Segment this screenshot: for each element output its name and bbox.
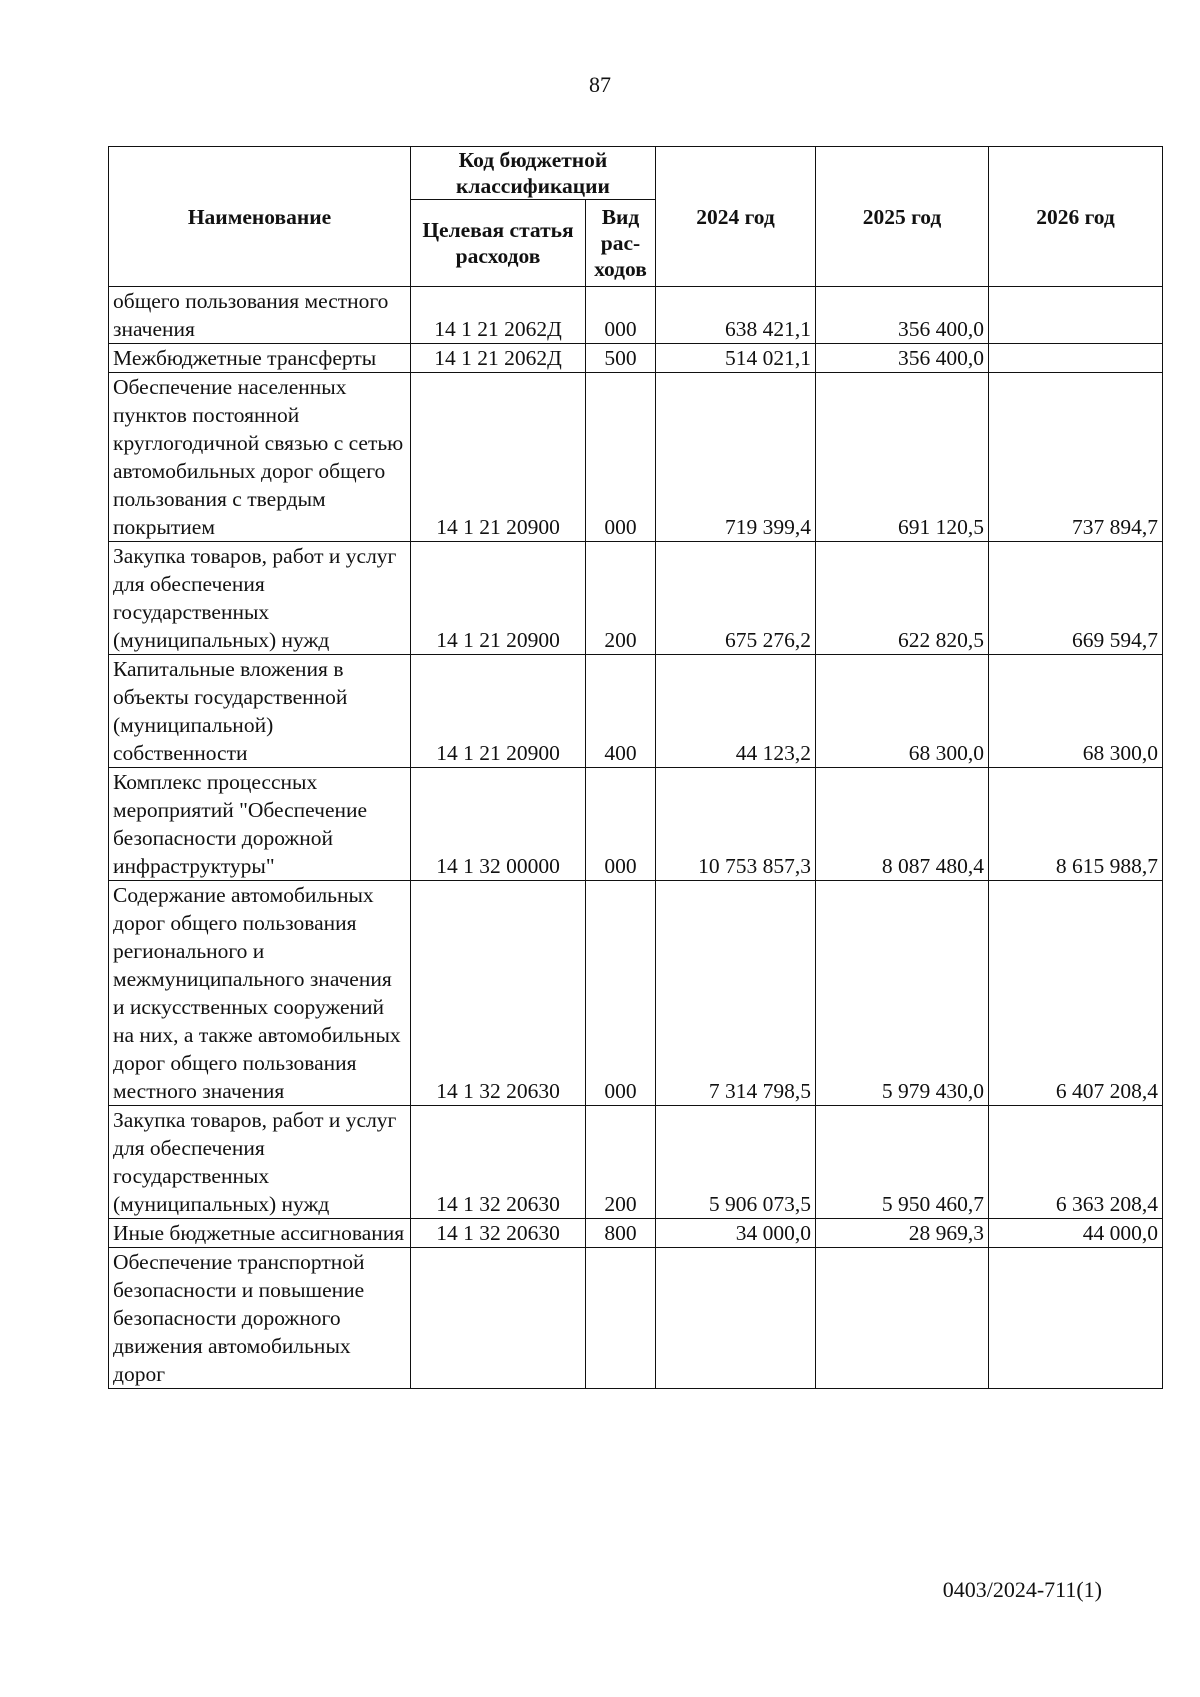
cell-expense-type: 000 bbox=[586, 373, 656, 542]
cell-2026: 6 407 208,4 bbox=[989, 881, 1163, 1106]
cell-name: Обеспечение населенных пунктов постоянной круглогодичной связью с сетью автомобильных дорог общего пользования с твердым покрытием bbox=[109, 373, 411, 542]
cell-name: Капитальные вложения в объекты государственной (муниципальной) собственности bbox=[109, 655, 411, 768]
cell-target-article: 14 1 21 2062Д bbox=[411, 287, 586, 344]
cell-2026 bbox=[989, 1248, 1163, 1389]
cell-2025: 622 820,5 bbox=[816, 542, 989, 655]
cell-expense-type: 500 bbox=[586, 344, 656, 373]
cell-2025: 5 950 460,7 bbox=[816, 1106, 989, 1219]
table-row bbox=[109, 881, 1163, 1106]
cell-target-article: 14 1 32 20630 bbox=[411, 1219, 586, 1248]
cell-2024 bbox=[656, 1248, 816, 1389]
cell-2025: 356 400,0 bbox=[816, 344, 989, 373]
cell-2025 bbox=[816, 1248, 989, 1389]
cell-2025: 691 120,5 bbox=[816, 373, 989, 542]
budget-table bbox=[108, 146, 1163, 1389]
cell-expense-type: 200 bbox=[586, 1106, 656, 1219]
cell-target-article: 14 1 21 20900 bbox=[411, 542, 586, 655]
header-code-group: Код бюджетной классификации bbox=[411, 147, 656, 200]
cell-2026 bbox=[989, 287, 1163, 344]
cell-target-article: 14 1 21 20900 bbox=[411, 655, 586, 768]
cell-expense-type bbox=[586, 1248, 656, 1389]
cell-2024: 44 123,2 bbox=[656, 655, 816, 768]
page-number: 87 bbox=[589, 72, 611, 97]
header-row bbox=[109, 147, 1163, 200]
table-row bbox=[109, 1219, 1163, 1248]
cell-target-article: 14 1 32 00000 bbox=[411, 768, 586, 881]
header-name: Наименование bbox=[109, 147, 411, 287]
header-2026: 2026 год bbox=[989, 147, 1163, 287]
cell-2024: 719 399,4 bbox=[656, 373, 816, 542]
cell-expense-type: 000 bbox=[586, 881, 656, 1106]
table-row bbox=[109, 768, 1163, 881]
cell-2026: 6 363 208,4 bbox=[989, 1106, 1163, 1219]
cell-target-article: 14 1 32 20630 bbox=[411, 881, 586, 1106]
table-row bbox=[109, 542, 1163, 655]
table-row bbox=[109, 655, 1163, 768]
cell-2025: 28 969,3 bbox=[816, 1219, 989, 1248]
cell-2026: 669 594,7 bbox=[989, 542, 1163, 655]
header-expense-type: Вид рас-ходов bbox=[586, 200, 656, 287]
table-row bbox=[109, 287, 1163, 344]
table-row bbox=[109, 1248, 1163, 1389]
table-row bbox=[109, 344, 1163, 373]
cell-name: Иные бюджетные ассигнования bbox=[109, 1219, 411, 1248]
cell-2026: 8 615 988,7 bbox=[989, 768, 1163, 881]
cell-2025: 8 087 480,4 bbox=[816, 768, 989, 881]
cell-name: общего пользования местного значения bbox=[109, 287, 411, 344]
header-2025: 2025 год bbox=[816, 147, 989, 287]
cell-expense-type: 400 bbox=[586, 655, 656, 768]
cell-name: Комплекс процессных мероприятий "Обеспечение безопасности дорожной инфраструктуры" bbox=[109, 768, 411, 881]
cell-expense-type: 000 bbox=[586, 768, 656, 881]
cell-name: Межбюджетные трансферты bbox=[109, 344, 411, 373]
cell-expense-type: 000 bbox=[586, 287, 656, 344]
cell-target-article: 14 1 21 2062Д bbox=[411, 344, 586, 373]
document-code: 0403/2024-711(1) bbox=[942, 1577, 1102, 1602]
cell-2026 bbox=[989, 344, 1163, 373]
cell-2024: 7 314 798,5 bbox=[656, 881, 816, 1106]
cell-2024: 34 000,0 bbox=[656, 1219, 816, 1248]
cell-2024: 638 421,1 bbox=[656, 287, 816, 344]
cell-2025: 356 400,0 bbox=[816, 287, 989, 344]
cell-2026: 68 300,0 bbox=[989, 655, 1163, 768]
cell-2024: 10 753 857,3 bbox=[656, 768, 816, 881]
cell-target-article: 14 1 32 20630 bbox=[411, 1106, 586, 1219]
cell-2024: 514 021,1 bbox=[656, 344, 816, 373]
table-row bbox=[109, 1106, 1163, 1219]
cell-2025: 5 979 430,0 bbox=[816, 881, 989, 1106]
cell-expense-type: 200 bbox=[586, 542, 656, 655]
table-row bbox=[109, 373, 1163, 542]
cell-target-article: 14 1 21 20900 bbox=[411, 373, 586, 542]
cell-2025: 68 300,0 bbox=[816, 655, 989, 768]
cell-name: Содержание автомобильных дорог общего пользования регионального и межмуниципального значения и искусственных сооружений на них, а также автомобильных дорог общего пользования местного значения bbox=[109, 881, 411, 1106]
header-2024: 2024 год bbox=[656, 147, 816, 287]
cell-2026: 44 000,0 bbox=[989, 1219, 1163, 1248]
cell-name: Закупка товаров, работ и услуг для обеспечения государственных (муниципальных) нужд bbox=[109, 542, 411, 655]
cell-expense-type: 800 bbox=[586, 1219, 656, 1248]
cell-name: Закупка товаров, работ и услуг для обеспечения государственных (муниципальных) нужд bbox=[109, 1106, 411, 1219]
header-target-article: Целевая статья расходов bbox=[411, 200, 586, 287]
cell-2024: 675 276,2 bbox=[656, 542, 816, 655]
cell-2024: 5 906 073,5 bbox=[656, 1106, 816, 1219]
cell-target-article bbox=[411, 1248, 586, 1389]
cell-2026: 737 894,7 bbox=[989, 373, 1163, 542]
cell-name: Обеспечение транспортной безопасности и повышение безопасности дорожного движения автомобильных дорог bbox=[109, 1248, 411, 1389]
